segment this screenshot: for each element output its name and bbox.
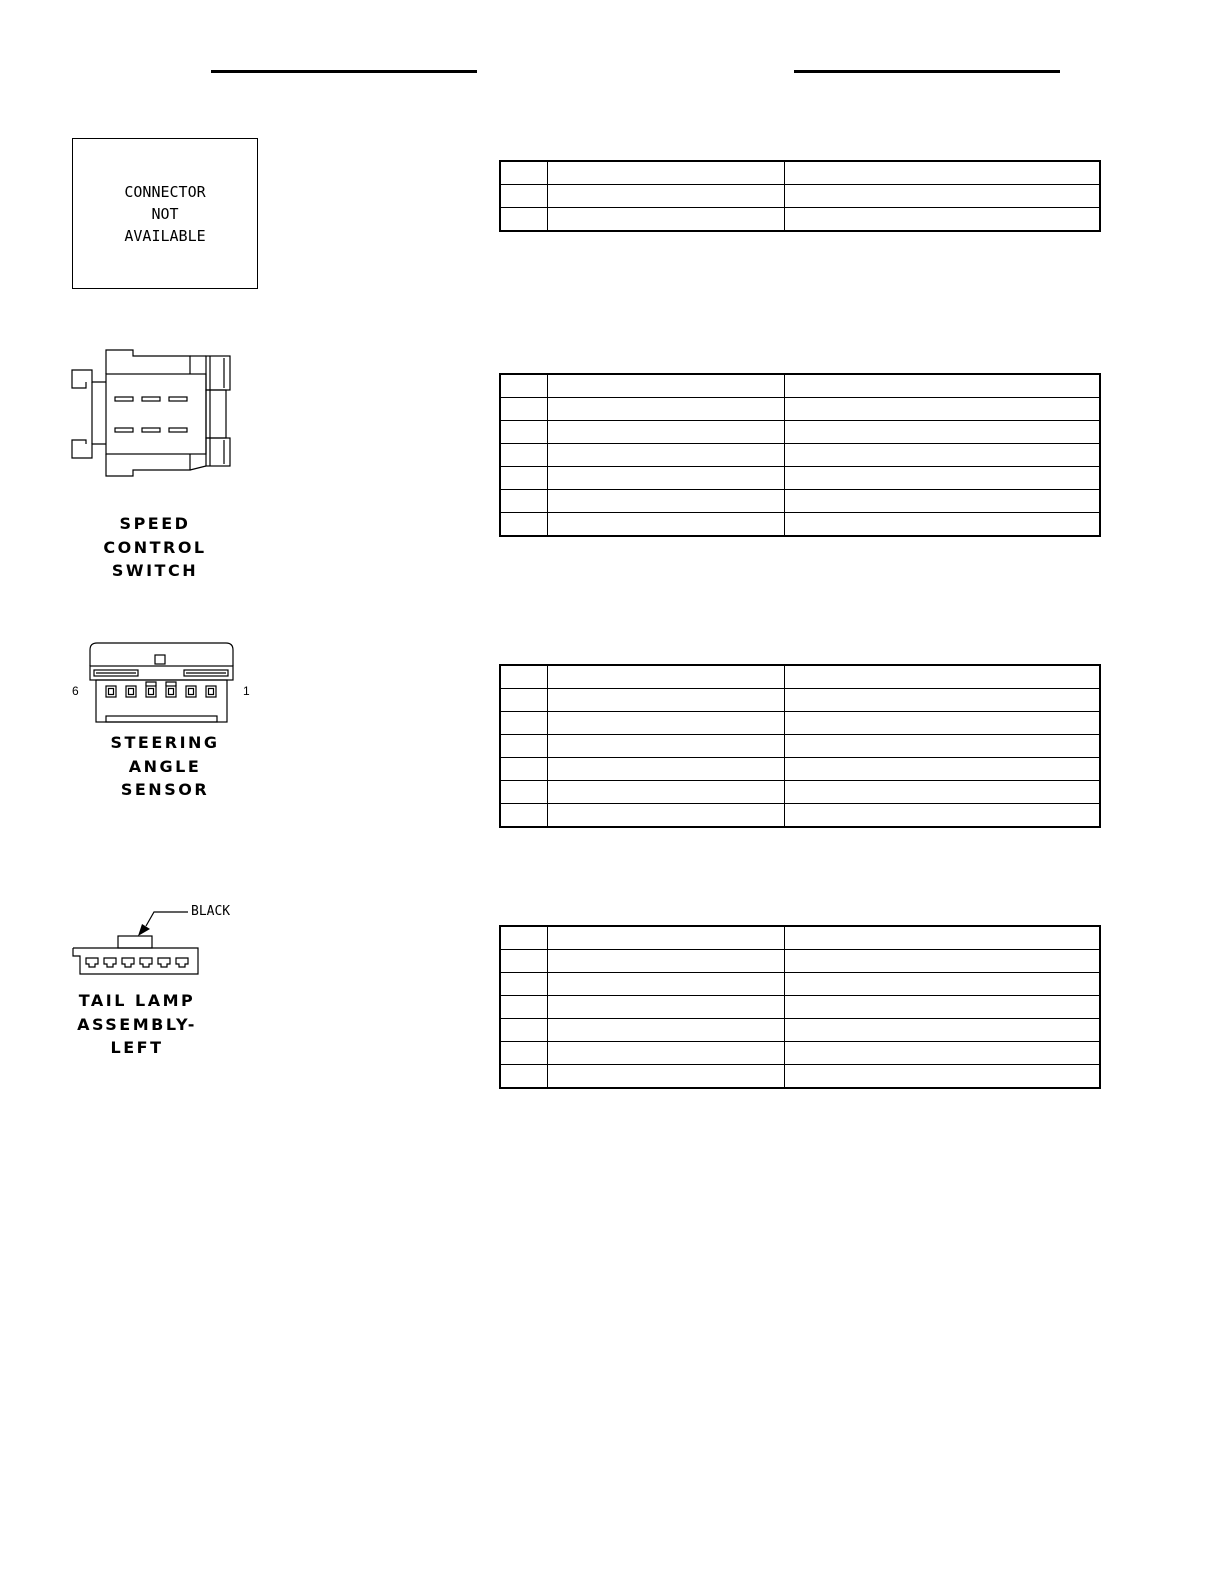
table-row: [500, 973, 1100, 996]
label-line: SPEED: [119, 514, 191, 533]
steering-angle-sensor-connector-drawing: [86, 640, 238, 726]
table-row: [500, 996, 1100, 1019]
label-line: ANGLE: [128, 756, 202, 776]
speed-control-switch-connector-drawing: [70, 348, 235, 480]
speed-control-switch-label: [90, 512, 220, 583]
table-row: [500, 712, 1100, 735]
table-row: [500, 1042, 1100, 1065]
label-line: TAIL LAMP: [78, 991, 196, 1010]
table-row: [500, 689, 1100, 712]
table-row: [500, 804, 1100, 828]
table-row: [500, 781, 1100, 804]
table-row: [500, 185, 1100, 208]
table-row: [500, 758, 1100, 781]
callout-arrowhead: [138, 924, 150, 936]
table-row: [500, 950, 1100, 973]
table-row: [500, 161, 1100, 185]
tail-lamp-connector-drawing: [70, 900, 200, 978]
pin-number-left: 6: [72, 684, 79, 698]
placeholder-line: CONNECTOR: [124, 182, 206, 201]
label-line: SENSOR: [120, 780, 210, 799]
table-row: [500, 1065, 1100, 1089]
pinout-table-tail-lamp-left: [499, 925, 1101, 1089]
pin-number-right: 1: [243, 684, 250, 698]
label-line: SWITCH: [111, 561, 199, 580]
label-line: LEFT: [110, 1038, 164, 1057]
header-rule-left: [211, 70, 477, 73]
connector-not-available-box: [72, 138, 258, 289]
table-row: [500, 1019, 1100, 1042]
header-rule-right: [794, 70, 1060, 73]
table-row: [500, 444, 1100, 467]
table-row: [500, 926, 1100, 950]
table-row: [500, 513, 1100, 537]
table-row: [500, 665, 1100, 689]
tail-lamp-assembly-left-label: [72, 989, 202, 1060]
label-line: ASSEMBLY-: [77, 1014, 197, 1034]
table-row: [500, 735, 1100, 758]
table-row: [500, 421, 1100, 444]
table-row: [500, 490, 1100, 513]
placeholder-line: NOT: [151, 204, 179, 223]
label-line: CONTROL: [103, 537, 207, 557]
label-line: STEERING: [110, 733, 220, 752]
pinout-table-unavailable: [499, 160, 1101, 232]
table-row: [500, 208, 1100, 232]
table-row: [500, 467, 1100, 490]
steering-angle-sensor-label: [100, 731, 230, 802]
table-row: [500, 374, 1100, 398]
color-callout-black: BLACK: [191, 904, 231, 919]
placeholder-line: AVAILABLE: [124, 226, 206, 245]
pinout-table-steering-angle-sensor: [499, 664, 1101, 828]
pinout-table-speed-control-switch: [499, 373, 1101, 537]
table-row: [500, 398, 1100, 421]
